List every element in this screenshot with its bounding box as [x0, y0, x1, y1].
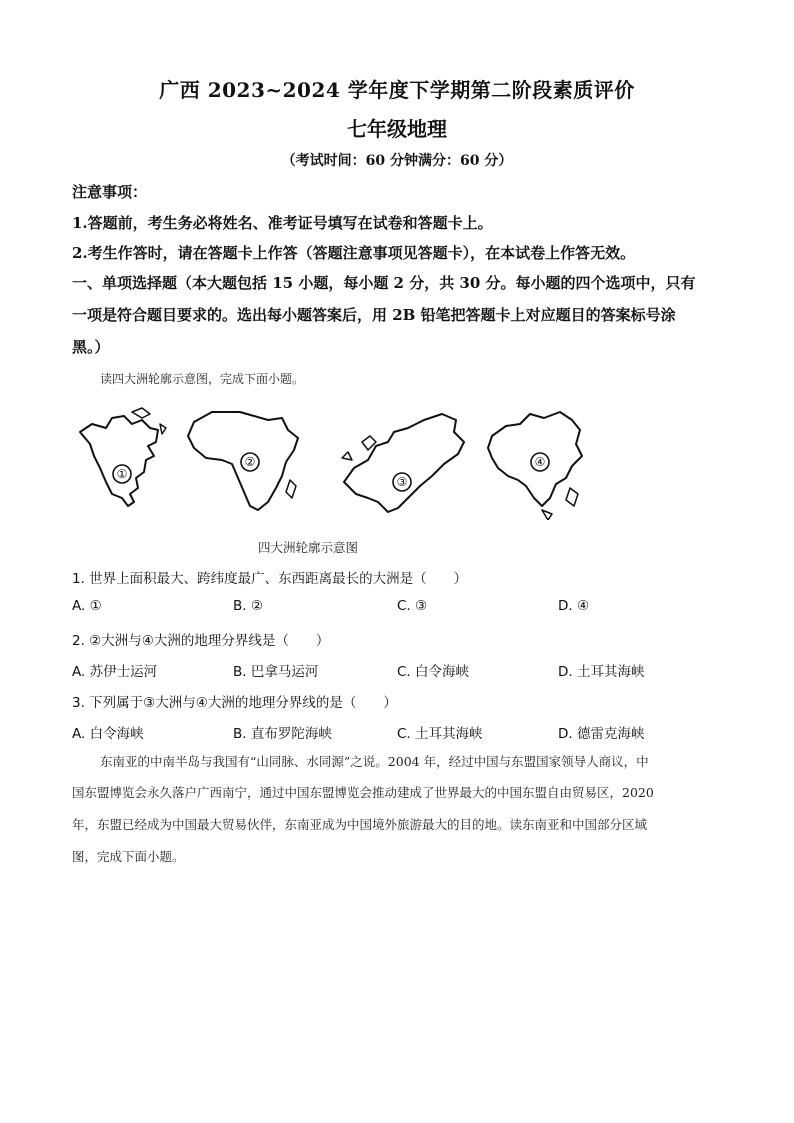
- question-3-option-b[interactable]: B. 直布罗陀海峡: [233, 726, 332, 742]
- exam-subtitle: 七年级地理: [347, 117, 447, 141]
- reading-paragraph-line-3: 年，东盟已经成为中国最大贸易伙伴，东南亚成为中国境外旅游最大的目的地。读东南亚和中国部分区域: [72, 817, 648, 832]
- section-1-instructions-line-1: 一、单项选择题（本大题包括 15 小题，每小题 2 分，共 30 分。每小题的四个选项中，只有: [72, 274, 696, 292]
- section-1-instructions-line-3: 黑。）: [72, 338, 110, 356]
- label-2: ②: [244, 455, 256, 469]
- question-2-stem: 2. ②大洲与④大洲的地理分界线是（ ）: [72, 633, 330, 649]
- question-1-option-d[interactable]: D. ④: [558, 598, 590, 614]
- question-1-stem: 1. 世界上面积最大、跨纬度最广、东西距离最长的大洲是（ ）: [72, 571, 468, 587]
- label-4: ④: [534, 455, 546, 469]
- section-1-instructions-line-2: 一项是符合题目要求的。选出每小题答案后，用 2B 铅笔把答题卡上对应题目的答案标号涂: [72, 306, 676, 324]
- question-2-option-b[interactable]: B. 巴拿马运河: [233, 664, 319, 680]
- question-2-option-a[interactable]: A. 苏伊士运河: [72, 664, 158, 680]
- notice-item-2: 2.考生作答时，请在答题卡上作答（答题注意事项见答题卡），在本试卷上作答无效。: [72, 244, 636, 262]
- label-1: ①: [116, 467, 128, 481]
- question-3-stem: 3. 下列属于③大洲与④大洲的地理分界线的是（ ）: [72, 695, 397, 711]
- north-america-outline: [80, 416, 158, 506]
- label-3: ③: [396, 475, 408, 489]
- figure-caption: 四大洲轮廓示意图: [258, 540, 359, 555]
- question-3-option-c[interactable]: C. 土耳其海峡: [397, 726, 483, 742]
- question-2-option-c[interactable]: C. 白令海峡: [397, 664, 470, 680]
- notice-heading: 注意事项：: [72, 183, 148, 201]
- continents-outline-figure: [72, 402, 592, 520]
- notice-item-1: 1.答题前，考生务必将姓名、准考证号填写在试卷和答题卡上。: [72, 214, 493, 232]
- reading-paragraph-line-4: 图，完成下面小题。: [72, 849, 185, 864]
- question-2-option-d[interactable]: D. 土耳其海峡: [558, 664, 645, 680]
- question-1-option-c[interactable]: C. ③: [397, 598, 428, 614]
- question-1-option-b[interactable]: B. ②: [233, 598, 263, 614]
- exam-title: 广西 2023~2024 学年度下学期第二阶段素质评价: [159, 78, 635, 102]
- europe-outline: [344, 414, 464, 512]
- exam-info: （考试时间：60 分钟满分：60 分）: [281, 153, 513, 169]
- reading-prompt-1: 读四大洲轮廓示意图，完成下面小题。: [100, 372, 305, 386]
- question-3-option-a[interactable]: A. 白令海峡: [72, 726, 144, 742]
- question-1-option-a[interactable]: A. ①: [72, 598, 102, 614]
- question-3-option-d[interactable]: D. 德雷克海峡: [558, 726, 645, 742]
- reading-paragraph-line-2: 国东盟博览会永久落户广西南宁，通过中国东盟博览会推动建成了世界最大的中国东盟自由贸易区，2020: [72, 785, 654, 800]
- reading-paragraph-line-1: 东南亚的中南半岛与我国有“山同脉、水同源”之说。2004 年，经过中国与东盟国家领导人商议，中: [100, 754, 649, 769]
